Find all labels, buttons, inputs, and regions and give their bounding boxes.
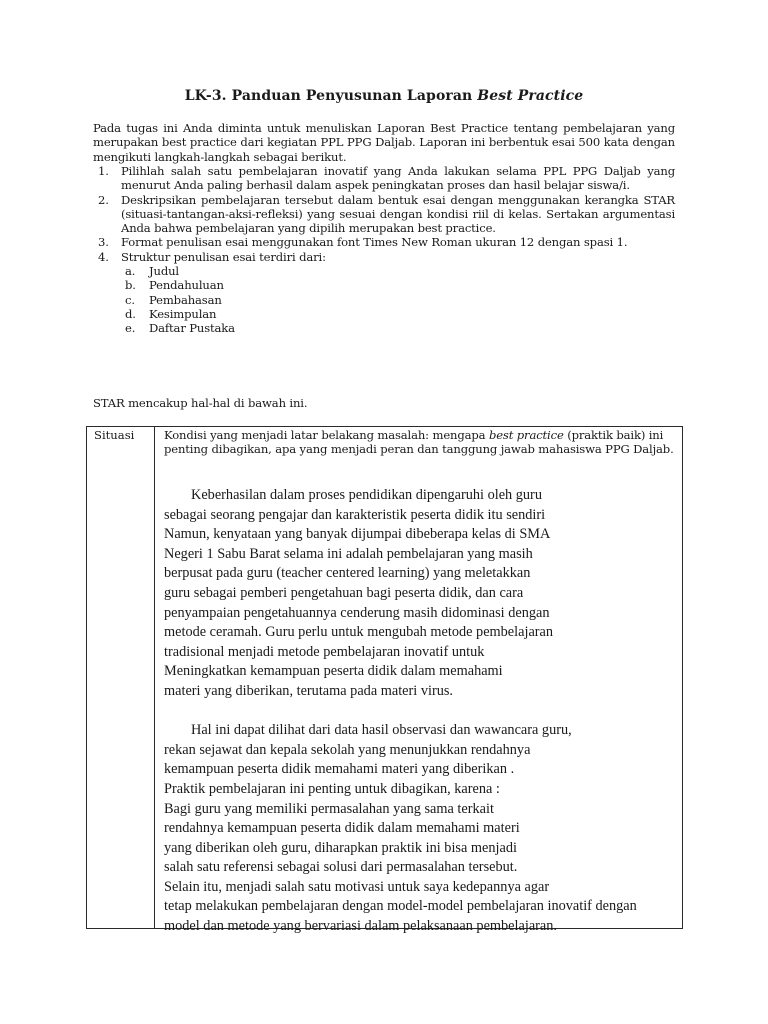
- row-label-situasi: Situasi: [94, 428, 135, 442]
- desc-prefix: Kondisi yang menjadi latar belakang masalah: mengapa: [164, 428, 489, 442]
- structure-item: [121, 293, 675, 307]
- structure-letter: c.: [125, 292, 135, 307]
- star-table: [86, 426, 683, 935]
- step-text: Pilihlah salah satu pembelajaran inovatif yang Anda lakukan selama PPL PPG Daljab yang menurut Anda paling berhasil dalam aspek peningkatan proses dan hasil belajar siswa/i.: [121, 164, 675, 193]
- step-text: Deskripsikan pembelajaran tersebut dalam bentuk esai dengan menggunakan kerangka STAR (situasi-tantangan-aksi-refleksi) yang sesuai dengan kondisi riil di kelas. Sertakan argumentasi Anda bahwa pembelajaran yang dipilih merupakan best practice.: [121, 192, 675, 236]
- essay-line: Meningkatkan kemampuan peserta didik dalam memahami: [164, 663, 503, 680]
- structure-item: [121, 321, 675, 335]
- structure-letter: d.: [125, 306, 136, 321]
- step-item: [93, 193, 675, 236]
- step-number: 1.: [98, 164, 109, 178]
- structure-text: Pembahasan: [149, 292, 222, 307]
- star-intro: STAR mencakup hal-hal di bawah ini.: [93, 396, 308, 410]
- essay-line: metode ceramah. Guru perlu untuk mengubah metode pembelajaran: [164, 624, 554, 641]
- step-number: 2.: [98, 192, 109, 207]
- step-item: [93, 164, 675, 193]
- structure-list: [121, 264, 675, 335]
- structure-item: [121, 307, 675, 321]
- essay-line: Praktik pembelajaran ini penting untuk dibagikan, karena :: [164, 780, 500, 797]
- structure-text: Pendahuluan: [149, 278, 224, 293]
- step-item: [93, 235, 675, 249]
- structure-text: Kesimpulan: [149, 306, 217, 321]
- structure-text: Judul: [149, 264, 179, 279]
- essay-paragraph-2: [164, 721, 684, 937]
- structure-item: [121, 278, 675, 292]
- structure-letter: b.: [125, 278, 136, 293]
- essay-line: Negeri 1 Sabu Barat selama ini adalah pembelajaran yang masih: [164, 545, 533, 562]
- essay-line: tradisional menjadi metode pembelajaran inovatif untuk: [164, 643, 485, 660]
- structure-text: Daftar Pustaka: [149, 321, 235, 336]
- essay-line: rekan sejawat dan kepala sekolah yang menunjukkan rendahnya: [164, 741, 531, 758]
- essay-line: tetap melakukan pembelajaran dengan model-model pembelajaran inovatif dengan: [164, 898, 637, 915]
- step-item: [93, 250, 675, 336]
- essay-line: Keberhasilan dalam proses pendidikan dipengaruhi oleh guru: [191, 487, 542, 503]
- essay-line: guru sebagai pemberi pengetahuan bagi peserta didik, dan cara: [164, 584, 524, 601]
- desc-italic: best practice: [488, 428, 564, 442]
- structure-item: [121, 264, 675, 278]
- essay-line: kemampuan peserta didik memahami materi yang diberikan .: [164, 761, 515, 778]
- desc-suffix: (praktik baik) ini penting dibagikan, apa yang menjadi peran dan tanggung jawab mahasiswa PPG Daljab.: [164, 428, 674, 456]
- essay-line: sebagai seorang pengajar dan karakteristik peserta didik itu sendiri: [164, 506, 546, 523]
- paragraph-gap: [164, 702, 684, 722]
- title-text: LK-3. Panduan Penyusunan Laporan: [184, 88, 478, 104]
- document-title: [93, 88, 675, 104]
- essay-paragraph-1: [164, 486, 684, 702]
- title-italic-text: Best Practice: [477, 88, 584, 104]
- step-text: Format penulisan esai menggunakan font Times New Roman ukuran 12 dengan spasi 1.: [121, 235, 628, 250]
- structure-letter: a.: [125, 264, 136, 279]
- intro-paragraph: Pada tugas ini Anda diminta untuk menuliskan Laporan Best Practice tentang pembelajaran yang merupakan best practice dari kegiatan PPL PPG Daljab. Laporan ini berbentuk esai 500 kata dengan mengikuti langkah-langkah sebagai berikut.: [93, 121, 675, 164]
- essay-text: [164, 486, 684, 937]
- step-text: Struktur penulisan esai terdiri dari:: [121, 249, 326, 264]
- structure-letter: e.: [125, 321, 136, 336]
- essay-line: materi yang diberikan, terutama pada materi virus.: [164, 682, 454, 699]
- essay-line: Namun, kenyataan yang banyak dijumpai dibeberapa kelas di SMA: [164, 526, 551, 543]
- steps-list: [93, 164, 675, 336]
- step-number: 3.: [98, 235, 109, 250]
- essay-line: Hal ini dapat dilihat dari data hasil observasi dan wawancara guru,: [191, 722, 572, 739]
- essay-line: salah satu referensi sebagai solusi dari permasalahan tersebut.: [164, 859, 518, 876]
- essay-line: Selain itu, menjadi salah satu motivasi untuk saya kedepannya agar: [164, 878, 550, 895]
- essay-line: model dan metode yang bervariasi dalam pelaksanaan pembelajaran.: [164, 918, 557, 935]
- table-column-divider: [154, 427, 155, 928]
- step-number: 4.: [98, 249, 109, 264]
- essay-line: rendahnya kemampuan peserta didik dalam memahami materi: [164, 820, 520, 837]
- essay-line: penyampaian pengetahuannya cenderung masih didominasi dengan: [164, 604, 550, 621]
- essay-line: Bagi guru yang memiliki permasalahan yang sama terkait: [164, 800, 494, 817]
- row-description: [164, 428, 676, 456]
- essay-line: berpusat pada guru (teacher centered learning) yang meletakkan: [164, 565, 531, 582]
- essay-line: yang diberikan oleh guru, diharapkan praktik ini bisa menjadi: [164, 839, 517, 856]
